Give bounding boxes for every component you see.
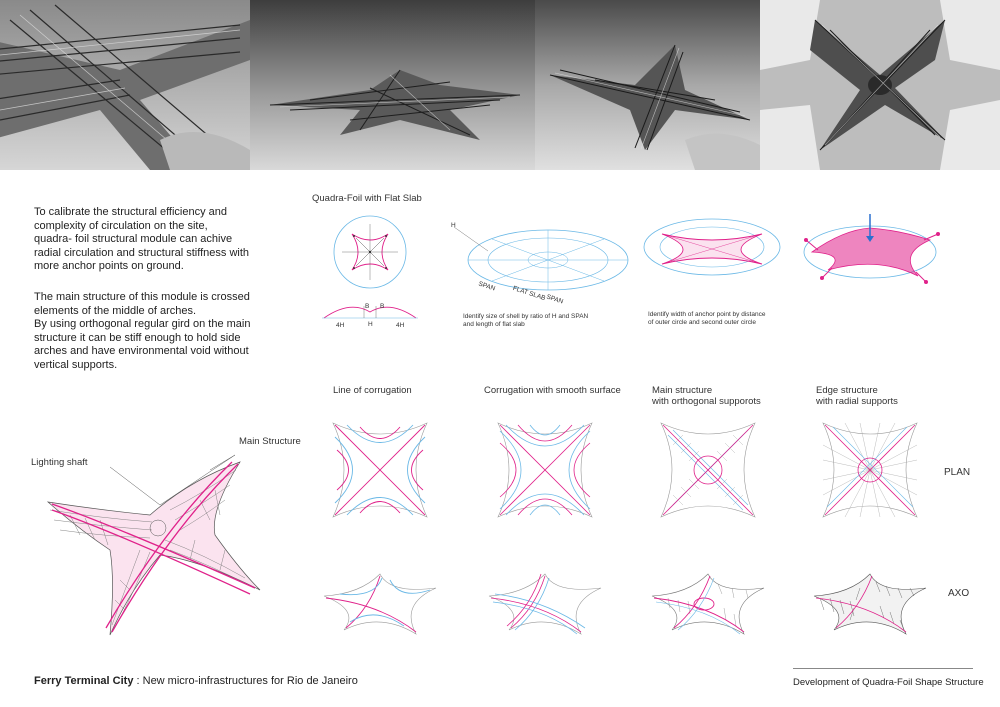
dim-b-right: B — [380, 303, 385, 310]
quadrafoil-plan-diagram — [330, 212, 410, 292]
axo-orthogonal-supports — [648, 560, 768, 640]
caption-shell-size: Identify size of shell by ratio of H and SPAN and length of flat slab — [463, 313, 589, 328]
anchor-width-diagram — [640, 212, 785, 282]
dim-h: H — [368, 321, 373, 328]
col-header-orthogonal-supports: Main structure with orthogonal supporots — [652, 385, 761, 407]
footer-project-title — [34, 675, 358, 687]
row-label-plan: PLAN — [944, 467, 971, 478]
flat-slab-diagram — [448, 215, 633, 305]
main-structure-label: Main Structure — [239, 436, 301, 447]
intro-paragraph-1: To calibrate the structural efficiency and complexity of circulation on the site, quadra- foil structural module can achive radial circulation and structural stiffness with more anchor points on ground. — [34, 206, 250, 273]
model-photo-2 — [250, 0, 535, 170]
dim-4h-left: 4H — [336, 322, 345, 329]
dim-4h-right: 4H — [396, 322, 405, 329]
sheet-title: Development of Quadra-Foil Shape Structure — [793, 677, 984, 688]
footer-rule — [793, 668, 973, 669]
project-name: Ferry Terminal City — [34, 675, 134, 687]
plan-orthogonal-supports — [653, 415, 763, 525]
model-photo-1 — [0, 0, 250, 170]
plan-radial-supports — [815, 415, 925, 525]
plan-line-of-corrugation — [325, 415, 435, 525]
h-label: H — [451, 222, 456, 229]
title-separator: : — [133, 675, 143, 687]
axo-smooth-surface — [485, 560, 605, 640]
flat-slab-label: FLAT SLAB — [511, 284, 547, 303]
axo-line-of-corrugation — [320, 560, 440, 640]
row-label-axo: AXO — [948, 588, 970, 599]
lifted-shell-diagram — [798, 210, 943, 288]
span-label-right: SPAN — [545, 293, 565, 306]
quadrafoil-section-diagram — [320, 296, 420, 324]
model-photo-3 — [535, 0, 760, 170]
intro-paragraph-2: The main structure of this module is crossed elements of the middle of arches. By using orthogonal regular gird on the main structure it can be stiff enough to hold side arches and have environmental void without vertical supports. — [34, 291, 251, 371]
project-subtitle: New micro-infrastructures for Rio de Janeiro — [142, 675, 358, 687]
lighting-shaft-label: Lighting shaft — [31, 457, 88, 468]
col-header-radial-supports: Edge structure with radial supports — [816, 385, 898, 407]
span-label-left: SPAN — [477, 280, 497, 293]
col-header-line-of-corrugation: Line of corrugation — [333, 385, 412, 396]
model-photo-4 — [760, 0, 1000, 170]
quadrafoil-title: Quadra-Foil with Flat Slab — [312, 193, 422, 204]
col-header-smooth-surface: Corrugation with smooth surface — [484, 385, 621, 396]
plan-smooth-surface — [490, 415, 600, 525]
model-photo-strip — [0, 0, 1000, 170]
caption-anchor-width: Identify width of anchor point by distance of outer circle and second outer circle — [648, 311, 766, 326]
axo-radial-supports — [810, 560, 930, 640]
main-axo-diagram — [40, 440, 280, 650]
dim-b-left: B — [365, 303, 370, 310]
